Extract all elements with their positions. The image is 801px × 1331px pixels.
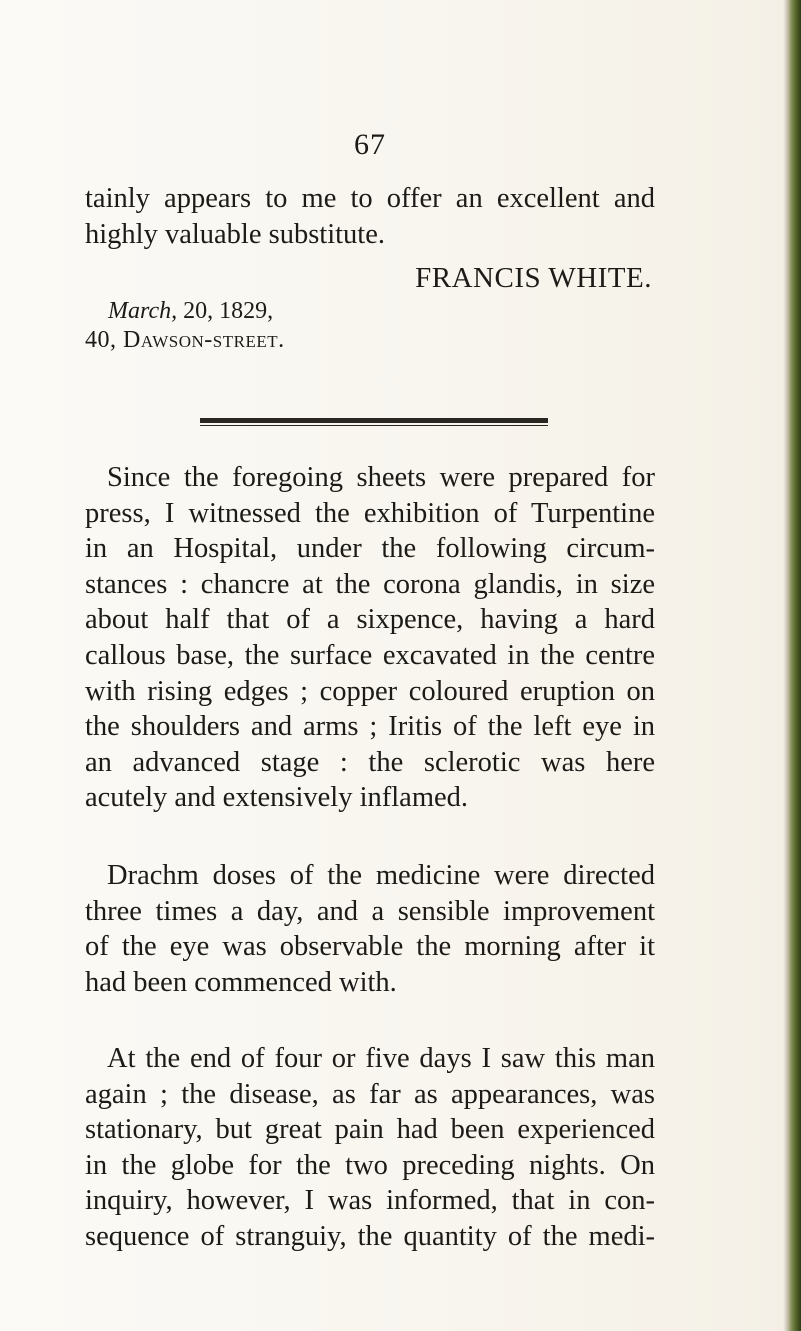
text-line: the shoulders and arms ; Iritis of the left eye in: [85, 711, 655, 743]
dateline: [108, 298, 273, 325]
text-line: press, I witnessed the exhibition of Turpentine: [85, 497, 655, 529]
date-month: March,: [108, 298, 178, 324]
address-street: Dawson-street.: [123, 327, 285, 353]
page-number: 67: [354, 128, 386, 161]
section-divider: [200, 418, 548, 423]
opening-paragraph: [85, 181, 655, 252]
date-rest: 20, 1829,: [177, 298, 274, 324]
text-line: highly valuable substitute.: [85, 218, 386, 250]
signature: FRANCIS WHITE.: [415, 262, 652, 294]
paragraph-end-of-days: [85, 1041, 655, 1255]
text-line: three times a day, and a sensible improvement: [85, 895, 655, 927]
text-line: in an Hospital, under the following circum-: [85, 533, 655, 565]
text-line: Drachm doses of the medicine were directed: [107, 860, 655, 891]
text-line: about half that of a sixpence, having a hard: [85, 604, 655, 636]
text-line: tainly appears to me to offer an excellent and: [85, 183, 655, 214]
text-line: in the globe for the two preceding nights. On: [85, 1149, 655, 1181]
text-line: again ; the disease, as far as appearances, was: [85, 1078, 655, 1110]
text-line: At the end of four or five days I saw this man: [107, 1043, 655, 1074]
address: [85, 327, 285, 354]
text-line: acutely and extensively inflamed.: [85, 782, 469, 814]
text-line: callous base, the surface excavated in the centre: [85, 639, 655, 671]
text-line: an advanced stage : the sclerotic was here: [85, 746, 655, 778]
text-line: of the eye was observable the morning after it: [85, 931, 655, 963]
text-line: had been commenced with.: [85, 966, 397, 998]
paragraph-drachm-doses: [85, 858, 655, 1000]
address-number: 40,: [85, 327, 123, 353]
text-line: stationary, but great pain had been experienced: [85, 1114, 655, 1146]
text-line: inquiry, however, I was informed, that in con-: [85, 1185, 655, 1217]
text-line: with rising edges ; copper coloured eruption on: [85, 675, 655, 707]
book-binding-edge: [787, 0, 801, 1331]
paragraph-postscript: [85, 460, 655, 816]
text-line: Since the foregoing sheets were prepared for: [107, 462, 655, 493]
text-line: stances : chancre at the corona glandis, in size: [85, 568, 655, 600]
text-line: sequence of stranguiy, the quantity of the medi-: [85, 1220, 655, 1252]
